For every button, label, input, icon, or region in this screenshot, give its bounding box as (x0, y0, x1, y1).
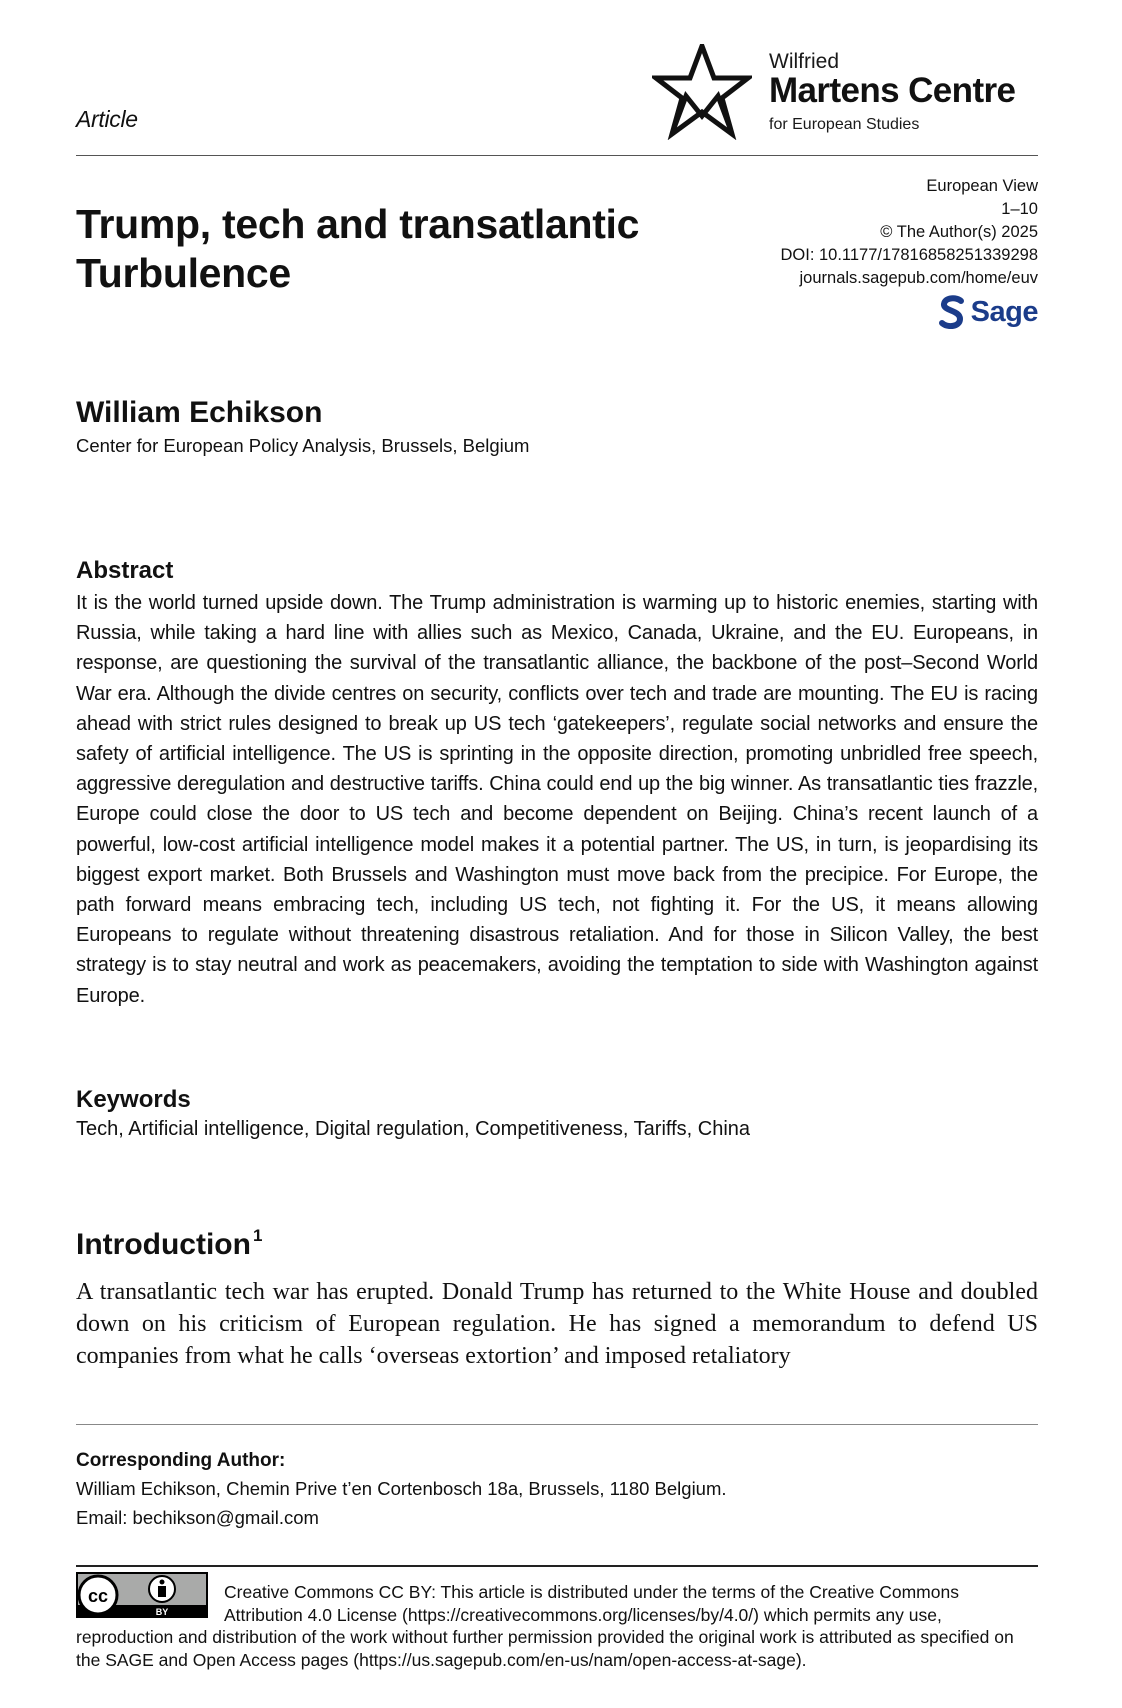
sage-publisher-logo (939, 292, 1038, 332)
title-line-2: Turbulence (76, 250, 291, 296)
sage-wordmark: Sage (970, 295, 1038, 328)
corresponding-author-email[interactable]: Email: bechikson@gmail.com (76, 1507, 319, 1528)
title-line-1: Trump, tech and transatlantic (76, 201, 640, 247)
article-type-label: Article (76, 106, 138, 132)
logo-line-martens-centre: Martens Centre (769, 71, 1016, 110)
corresponding-author-heading: Corresponding Author: (76, 1450, 286, 1471)
journal-name: European View (926, 177, 1038, 195)
abstract-heading: Abstract (76, 557, 174, 584)
article-title (76, 200, 736, 298)
keywords-list: Tech, Artificial intelligence, Digital regulation, Competitiveness, Tariffs, China (76, 1118, 751, 1140)
introduction-text: A transatlantic tech war has erupted. Donald Trump has returned to the White House and doubled down on his criticism of European regulation. He has signed a memorandum to defend US companies from what he calls ‘overseas extortion’ and imposed retaliatory (76, 1279, 1038, 1369)
journal-info (780, 175, 1038, 290)
introduction-heading (76, 1228, 262, 1262)
introduction-heading-text: Introduction (76, 1228, 251, 1261)
corresponding-author-address: William Echikson, Chemin Prive t’en Cortenbosch 18a, Brussels, 1180 Belgium. (76, 1478, 727, 1499)
badge-spacer (76, 1581, 224, 1621)
license-divider (76, 1565, 1038, 1567)
logo-line-european-studies: for European Studies (769, 116, 920, 133)
keywords-heading: Keywords (76, 1086, 191, 1113)
by-badge-text: BY (155, 1607, 169, 1617)
journal-copyright: © The Author(s) 2025 (880, 223, 1038, 241)
header-divider (76, 155, 1038, 156)
license-text-block (76, 1581, 1038, 1671)
author-name: William Echikson (76, 396, 323, 429)
license-text: Creative Commons CC BY: This article is distributed under the terms of the Creative Commons Attribution 4.0 License (https://creativecommons.org/licenses/by/4.0/) which permits any use, reproduction and distribution of the work without further permission provided the original work is attributed as specified on the SAGE and Open Access pages (https://us.sagepub.com/en-us/nam/open-access-at-sage). (76, 1582, 1014, 1670)
sage-s-icon (939, 295, 965, 329)
footnote-marker[interactable]: 1 (252, 1226, 263, 1245)
abstract-text: It is the world turned upside down. The Trump administration is warming up to historic enemies, starting with Russia, while taking a hard line with allies such as Mexico, Canada, Ukraine, and the EU. Europeans, in response, are questioning the survival of the transatlantic alliance, the backbone of the post–Second World War era. Although the divide centres on security, conflicts over tech and trade are mounting. The EU is racing ahead with strict rules designed to break up US tech ‘gatekeepers’, regulate social networks and ensure the safety of artificial intelligence. The US is sprinting in the opposite direction, promoting unbridled free speech, aggressive deregulation and destructive tariffs. China could end up the big winner. As transatlantic ties frazzle, Europe could close the door to US tech and become dependent on Beijing. China’s recent launch of a powerful, low-cost artificial intelligence model makes it a potential partner. The US, in turn, is jeopardising its biggest export market. Both Brussels and Washington must move back from the precipice. For Europe, the path forward means embracing tech, including US tech, not fighting it. For the US, it means allowing Europeans to regulate without threatening disastrous retaliation. And for those in Silicon Valley, the best strategy is to stay neutral and work as peacemakers, avoiding the temptation to side with Washington against Europe. (76, 592, 1038, 1007)
cc-badge-text: cc (87, 1586, 109, 1606)
journal-pages: 1–10 (1001, 200, 1038, 218)
star-logo-icon (652, 44, 752, 140)
martens-centre-logo (652, 44, 1052, 140)
author-affiliation: Center for European Policy Analysis, Brussels, Belgium (76, 435, 530, 456)
journal-doi[interactable]: DOI: 10.1177/17816858251339298 (780, 246, 1038, 264)
journal-url[interactable]: journals.sagepub.com/home/euv (799, 269, 1038, 287)
logo-line-wilfried: Wilfried (769, 50, 840, 73)
footer-divider (76, 1424, 1038, 1425)
